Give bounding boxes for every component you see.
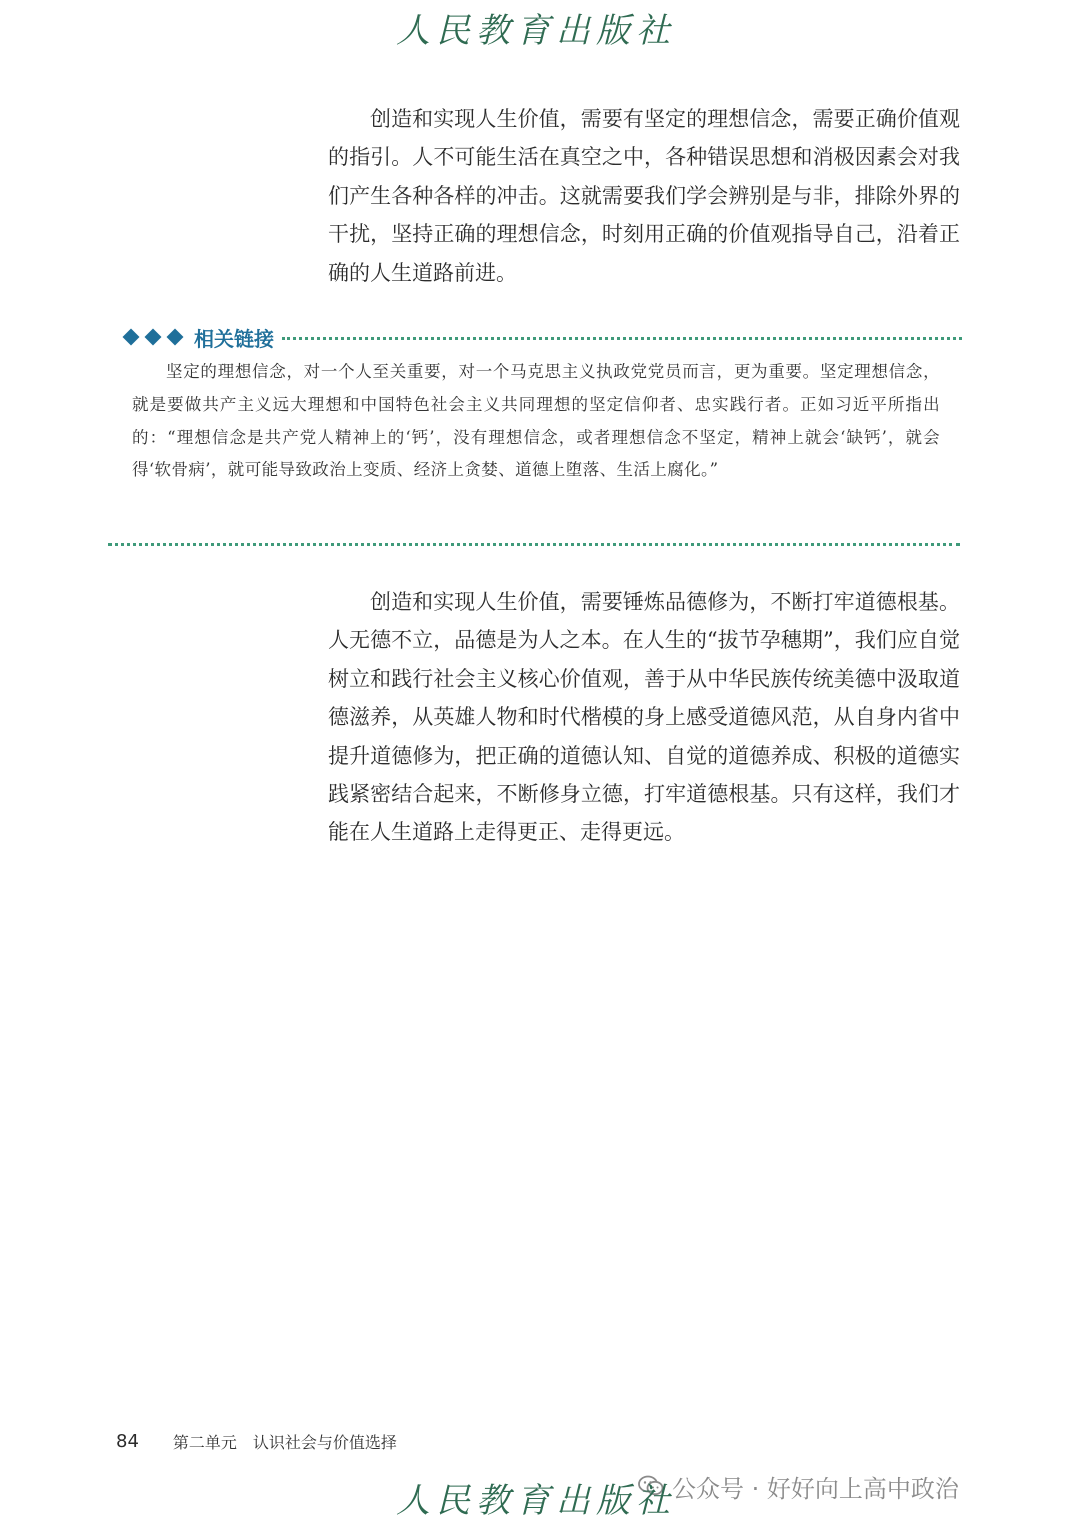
page-footer <box>116 1428 716 1454</box>
related-link-body: 坚定的理想信念，对一个人至关重要，对一个马克思主义执政党党员而言，更为重要。坚定理想信念，就是要做共产主义远大理想和中国特色社会主义共同理想的坚定信仰者、忠实践行者。正如习近平所指出的：“理想信念是共产党人精神上的‘钙’，没有理想信念，或者理想信念不坚定，精神上就会‘缺钙’，就会得‘软骨病’，就可能导致政治上变质、经济上贪婪、道德上堕落、生活上腐化。” <box>132 362 940 480</box>
related-link-header <box>122 322 962 352</box>
dotted-divider <box>282 337 962 340</box>
watermark-text: 公众号 · 好好向上高中政治 <box>672 1474 959 1503</box>
publisher-logo: 人民教育出版社 <box>396 11 676 51</box>
related-link-title: 相关链接 <box>194 326 274 351</box>
unit-title: 第二单元 认识社会与价值选择 <box>172 1432 397 1452</box>
diamond-bullets-icon <box>122 331 184 343</box>
paragraph-morality: 创造和实现人生价值，需要锤炼品德修为，不断打牢道德根基。人无德不立，品德是为人之本。在人生的“拔节孕穗期”，我们应自觉树立和践行社会主义核心价值观，善于从中华民族传统美德中汲取道德滋养，从英雄人物和时代楷模的身上感受道德风范，从自身内省中提升道德修为，把正确的道德认知、自觉的道德养成、积极的道德实践紧密结合起来，不断修身立德，打牢道德根基。只有这样，我们才能在人生道路上走得更正、走得更远。 <box>328 590 960 845</box>
dotted-divider-bottom <box>108 543 960 546</box>
publisher-logo-bottom: 人民教育出版社 <box>396 1481 676 1521</box>
paragraph-ideals: 创造和实现人生价值，需要有坚定的理想信念，需要正确价值观的指引。人不可能生活在真空之中，各种错误思想和消极因素会对我们产生各种各样的冲击。这就需要我们学会辨别是与非，排除外界的干扰，坚持正确的理想信念，时刻用正确的价值观指导自己，沿着正确的人生道路前进。 <box>328 107 960 285</box>
page-number: 84 <box>116 1430 139 1452</box>
